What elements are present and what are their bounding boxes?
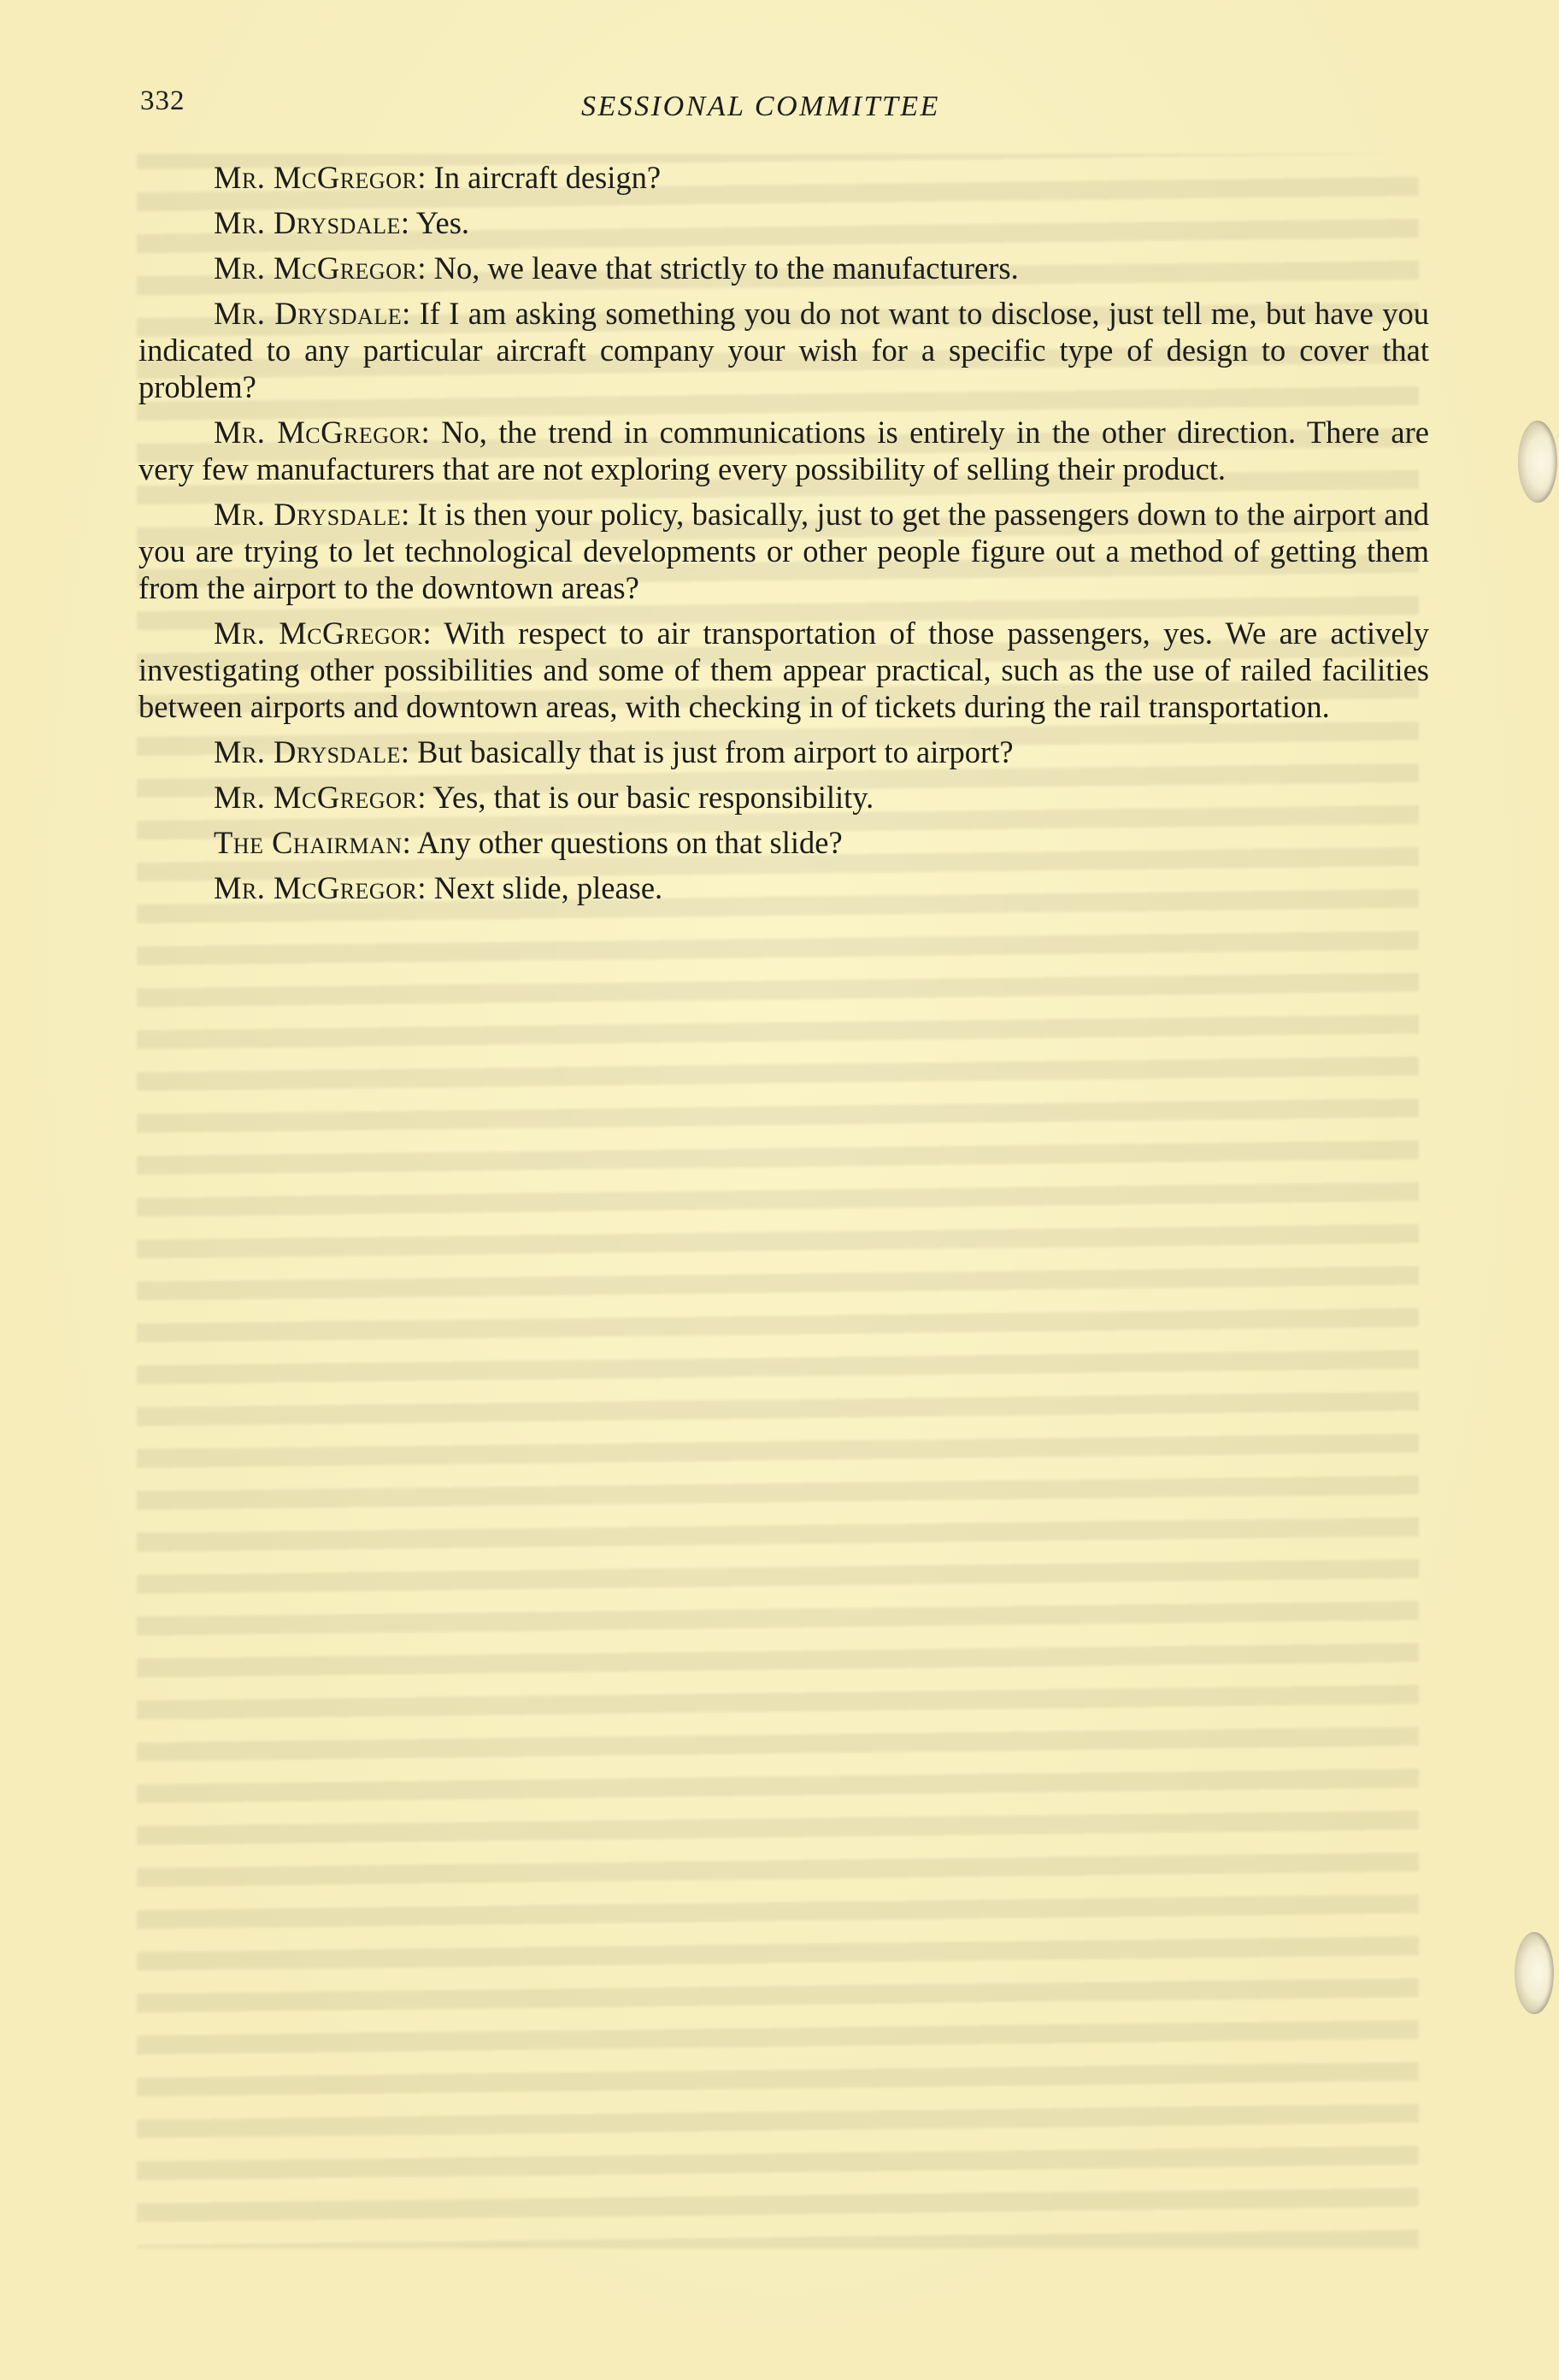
- speech-text: : It is then your policy, basically, just to get the passengers down to the airport and you are trying to let technological developments or other people figure out a method of getting them from the airport to the downtown areas?: [138, 497, 1429, 605]
- speech-text: : But basically that is just from airport to airport?: [400, 734, 1014, 769]
- speaker-name: The Chairman: [214, 825, 403, 860]
- speaker-name: Mr. McGregor: [214, 780, 418, 815]
- speech-text: : Yes.: [400, 205, 470, 240]
- running-head: SESSIONAL COMMITTEE: [581, 91, 940, 122]
- speaker-name: Mr. McGregor: [214, 616, 423, 651]
- speech-text: : In aircraft design?: [417, 160, 662, 195]
- transcript-paragraph: [138, 615, 1429, 725]
- speech-text: : If I am asking something you do not want to disclose, just tell me, but have you indicated to any particular aircraft company your wish for a specific type of design to cover that problem?: [138, 296, 1429, 404]
- transcript-paragraph: [138, 779, 1429, 816]
- transcript-body: [138, 159, 1429, 915]
- transcript-paragraph: [138, 824, 1429, 861]
- speaker-name: Mr. Drysdale: [214, 205, 401, 240]
- transcript-paragraph: [138, 733, 1429, 770]
- speech-text: : No, we leave that strictly to the manufacturers.: [417, 250, 1019, 286]
- speaker-name: Mr. McGregor: [214, 250, 418, 286]
- speech-text: : Next slide, please.: [417, 870, 663, 905]
- transcript-paragraph: [138, 869, 1429, 906]
- transcript-paragraph: [138, 159, 1429, 196]
- speaker-name: Mr. McGregor: [214, 870, 418, 905]
- transcript-paragraph: [138, 295, 1429, 405]
- speech-text: : Yes, that is our basic responsibility.: [417, 780, 874, 815]
- transcript-paragraph: [138, 204, 1429, 241]
- speech-text: : No, the trend in communications is entirely in the other direction. There are very few manufacturers that are not exploring every possibility of selling their product.: [138, 415, 1429, 486]
- speaker-name: Mr. McGregor: [214, 415, 421, 450]
- speaker-name: Mr. Drysdale: [214, 296, 403, 331]
- transcript-paragraph: [138, 496, 1429, 606]
- binder-hole-upper: [1518, 421, 1557, 503]
- speaker-name: Mr. Drysdale: [214, 497, 402, 532]
- speech-text: : Any other questions on that slide?: [402, 825, 843, 860]
- binder-hole-lower: [1515, 1932, 1554, 2014]
- transcript-paragraph: [138, 250, 1429, 286]
- speaker-name: Mr. McGregor: [214, 160, 418, 195]
- transcript-paragraph: [138, 414, 1429, 487]
- speaker-name: Mr. Drysdale: [214, 734, 401, 769]
- page-number: 332: [140, 85, 185, 116]
- speech-text: : With respect to air transportation of those passengers, yes. We are actively investigating other possibilities and some of them appear practical, such as the use of railed facilities between airports and downtown areas, with checking in of tickets during the rail transportation.: [138, 616, 1430, 724]
